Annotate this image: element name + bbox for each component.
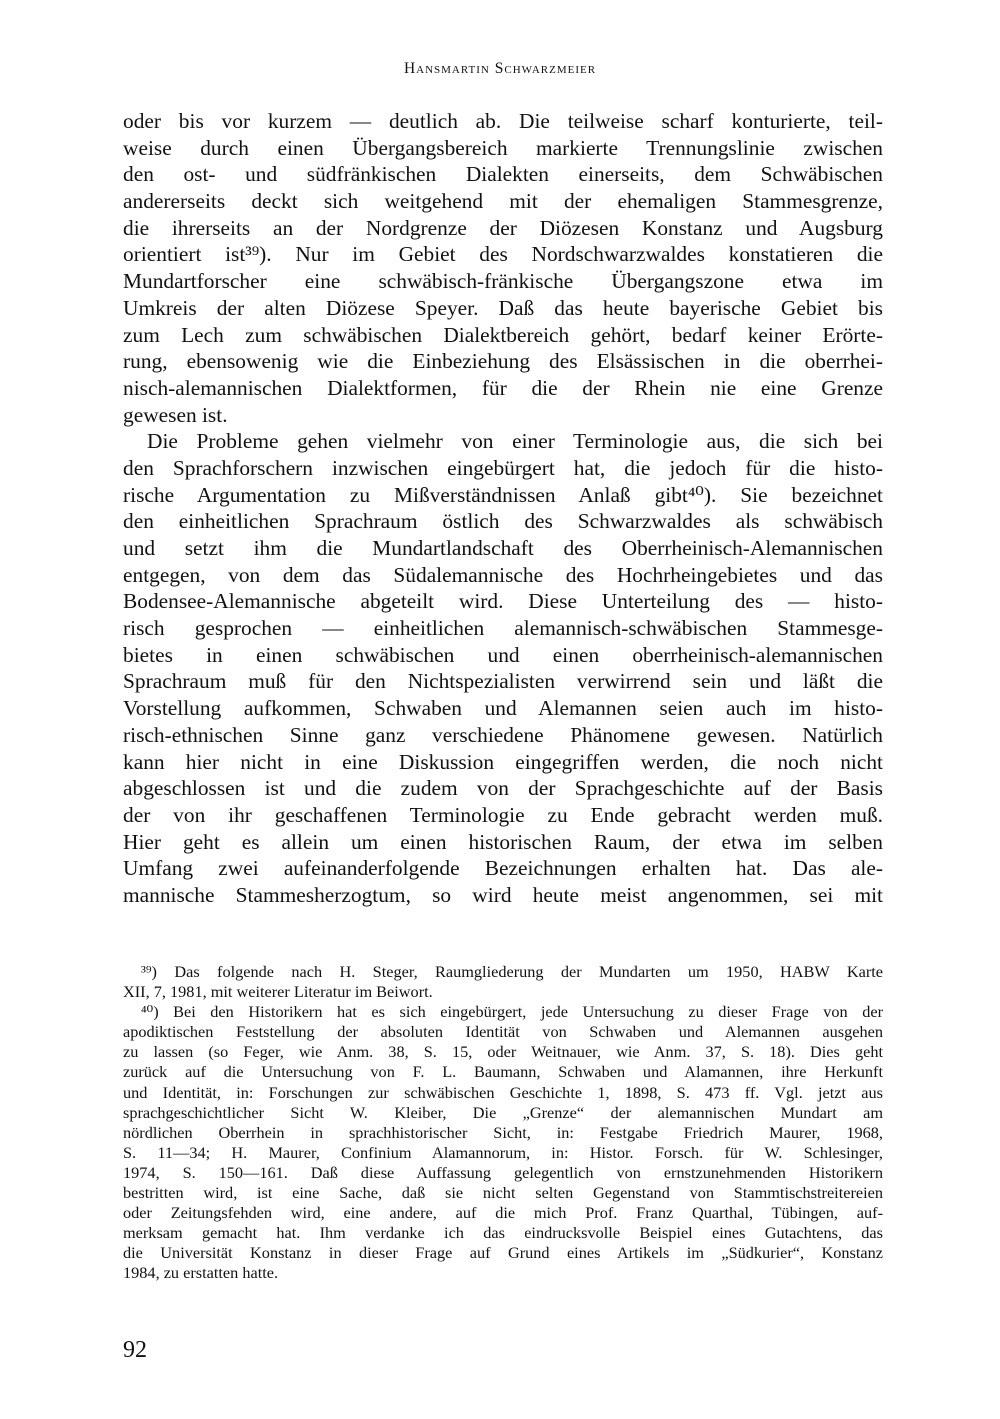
text-line: den einheitlichen Sprachraum östlich des Schwarzwaldes als schwäbisch bbox=[123, 509, 883, 534]
text-line: nisch-alemannischen Dialektformen, für die der Rhein nie eine Grenze bbox=[123, 375, 883, 400]
footnote-40 bbox=[123, 1002, 883, 1283]
text-line: den Sprachforschern inzwischen eingebürgert hat, die jedoch für die histo- bbox=[123, 455, 883, 480]
footnotes bbox=[123, 962, 883, 1284]
footnote-line: und Identität, in: Forschungen zur schwäbischen Geschichte 1, 1898, S. 473 ff. Vgl. jetzt aus bbox=[123, 1082, 883, 1102]
text-line: Umfang zwei aufeinanderfolgende Bezeichnungen erhalten hat. Das ale- bbox=[123, 856, 883, 881]
text-line: Mundartforscher eine schwäbisch-fränkische Übergangszone etwa im bbox=[123, 269, 883, 294]
text-line: andererseits deckt sich weitgehend mit der ehemaligen Stammesgrenze, bbox=[123, 189, 883, 214]
text-line: weise durch einen Übergangsbereich markierte Trennungslinie zwischen bbox=[123, 135, 883, 160]
footnote-line: ⁴⁰) Bei den Historikern hat es sich eingebürgert, jede Untersuchung zu dieser Frage von der bbox=[141, 1002, 883, 1022]
text-line: die ihrerseits an der Nordgrenze der Diözesen Konstanz und Augsburg bbox=[123, 215, 883, 240]
footnote-39 bbox=[123, 962, 883, 1002]
footnote-line: oder Zeitungsfehden wird, eine andere, auf die mich Prof. Franz Quarthal, Tübingen, auf- bbox=[123, 1203, 883, 1223]
paragraph-1 bbox=[123, 108, 883, 428]
page-number: 92 bbox=[123, 1337, 147, 1363]
footnote-line: sprachgeschichtlicher Sicht W. Kleiber, Die „Grenze“ der alemannischen Mundart am bbox=[123, 1102, 883, 1122]
text-line: mannische Stammesherzogtum, so wird heute meist angenommen, sei mit bbox=[123, 882, 883, 907]
footnote-line: merksam gemacht hat. Ihm verdanke ich das eindrucksvolle Beispiel eines Gutachtens, das bbox=[123, 1223, 883, 1243]
text-line: oder bis vor kurzem — deutlich ab. Die teilweise scharf konturierte, teil- bbox=[123, 109, 883, 133]
text-line: Hier geht es allein um einen historischen Raum, der etwa im selben bbox=[123, 829, 883, 854]
footnote-line: zurück auf die Untersuchung von F. L. Baumann, Schwaben und Alamannen, ihre Herkunft bbox=[123, 1062, 883, 1082]
text-line: gewesen ist. bbox=[123, 402, 228, 427]
running-head: Hansmartin Schwarzmeier bbox=[403, 60, 597, 77]
footnote-line: ³⁹) Das folgende nach H. Steger, Raumgliederung der Mundarten um 1950, HABW Karte bbox=[141, 962, 883, 981]
text-line: abgeschlossen ist und die zudem von der Sprachgeschichte auf der Basis bbox=[123, 776, 883, 801]
text-line: Umkreis der alten Diözese Speyer. Daß das heute bayerische Gebiet bis bbox=[123, 295, 883, 320]
text-line: risch-ethnischen Sinne ganz verschiedene Phänomene gewesen. Natürlich bbox=[123, 722, 883, 747]
footnote-line: zu lassen (so Feger, wie Anm. 38, S. 15, oder Weitnauer, wie Anm. 37, S. 18). Dies geht bbox=[123, 1042, 883, 1062]
footnote-line: nördlichen Oberrhein in sprachhistorischer Sicht, in: Festgabe Friedrich Maurer, 1968, bbox=[123, 1122, 883, 1142]
footnote-line: XII, 7, 1981, mit weiterer Literatur im Beiwort. bbox=[123, 982, 433, 1002]
footnote-line: S. 11—34; H. Maurer, Confinium Alamannorum, in: Histor. Forsch. für W. Schlesinger, bbox=[123, 1142, 883, 1162]
footnote-line: die Universität Konstanz in dieser Frage auf Grund eines Artikels im „Südkurier“, Konstanz bbox=[123, 1243, 883, 1263]
footnote-line: apodiktischen Feststellung der absoluten Identität von Schwaben und Alemannen ausgehen bbox=[123, 1022, 883, 1042]
body-text bbox=[123, 108, 883, 909]
text-line: der von ihr geschaffenen Terminologie zu Ende gebracht werden muß. bbox=[123, 802, 883, 827]
text-line: Bodensee-Alemannische abgeteilt wird. Diese Unterteilung des — histo- bbox=[123, 589, 883, 614]
footnote-line: 1984, zu erstatten hatte. bbox=[123, 1263, 279, 1283]
text-line: den ost- und südfränkischen Dialekten einerseits, dem Schwäbischen bbox=[123, 162, 883, 187]
text-line: entgegen, von dem das Südalemannische des Hochrheingebietes und das bbox=[123, 562, 883, 587]
text-line: rung, ebensowenig wie die Einbeziehung des Elsässischen in die oberrhei- bbox=[123, 349, 883, 374]
paragraph-2 bbox=[123, 428, 883, 908]
text-line: orientiert ist³⁹). Nur im Gebiet des Nordschwarzwaldes konstatieren die bbox=[123, 242, 883, 267]
text-line: Vorstellung aufkommen, Schwaben und Alemannen seien auch im histo- bbox=[123, 696, 883, 721]
text-line: risch gesprochen — einheitlichen alemannisch-schwäbischen Stammesge- bbox=[123, 616, 883, 641]
footnote-line: 1974, S. 150—161. Daß diese Auffassung gelegentlich von ernstzunehmenden Historikern bbox=[123, 1162, 883, 1182]
text-line: und setzt ihm die Mundartlandschaft des Oberrheinisch-Alemannischen bbox=[123, 536, 883, 560]
text-line: bietes in einen schwäbischen und einen oberrheinisch-alemannischen bbox=[123, 642, 883, 667]
text-line: rische Argumentation zu Mißverständnissen Anlaß gibt⁴⁰). Sie bezeichnet bbox=[123, 482, 883, 507]
text-line: Sprachraum muß für den Nichtspezialisten verwirrend sein und läßt die bbox=[123, 669, 883, 694]
text-line: zum Lech zum schwäbischen Dialektbereich gehört, bedarf keiner Erörte- bbox=[123, 322, 883, 347]
footnote-line: bestritten wird, ist eine Sache, daß sie nicht selten Gegenstand von Stammtischstreitereien bbox=[123, 1183, 883, 1203]
text-line: kann hier nicht in eine Diskussion eingegriffen werden, die noch nicht bbox=[123, 749, 883, 774]
text-line: Die Probleme gehen vielmehr von einer Terminologie aus, die sich bei bbox=[147, 429, 883, 454]
